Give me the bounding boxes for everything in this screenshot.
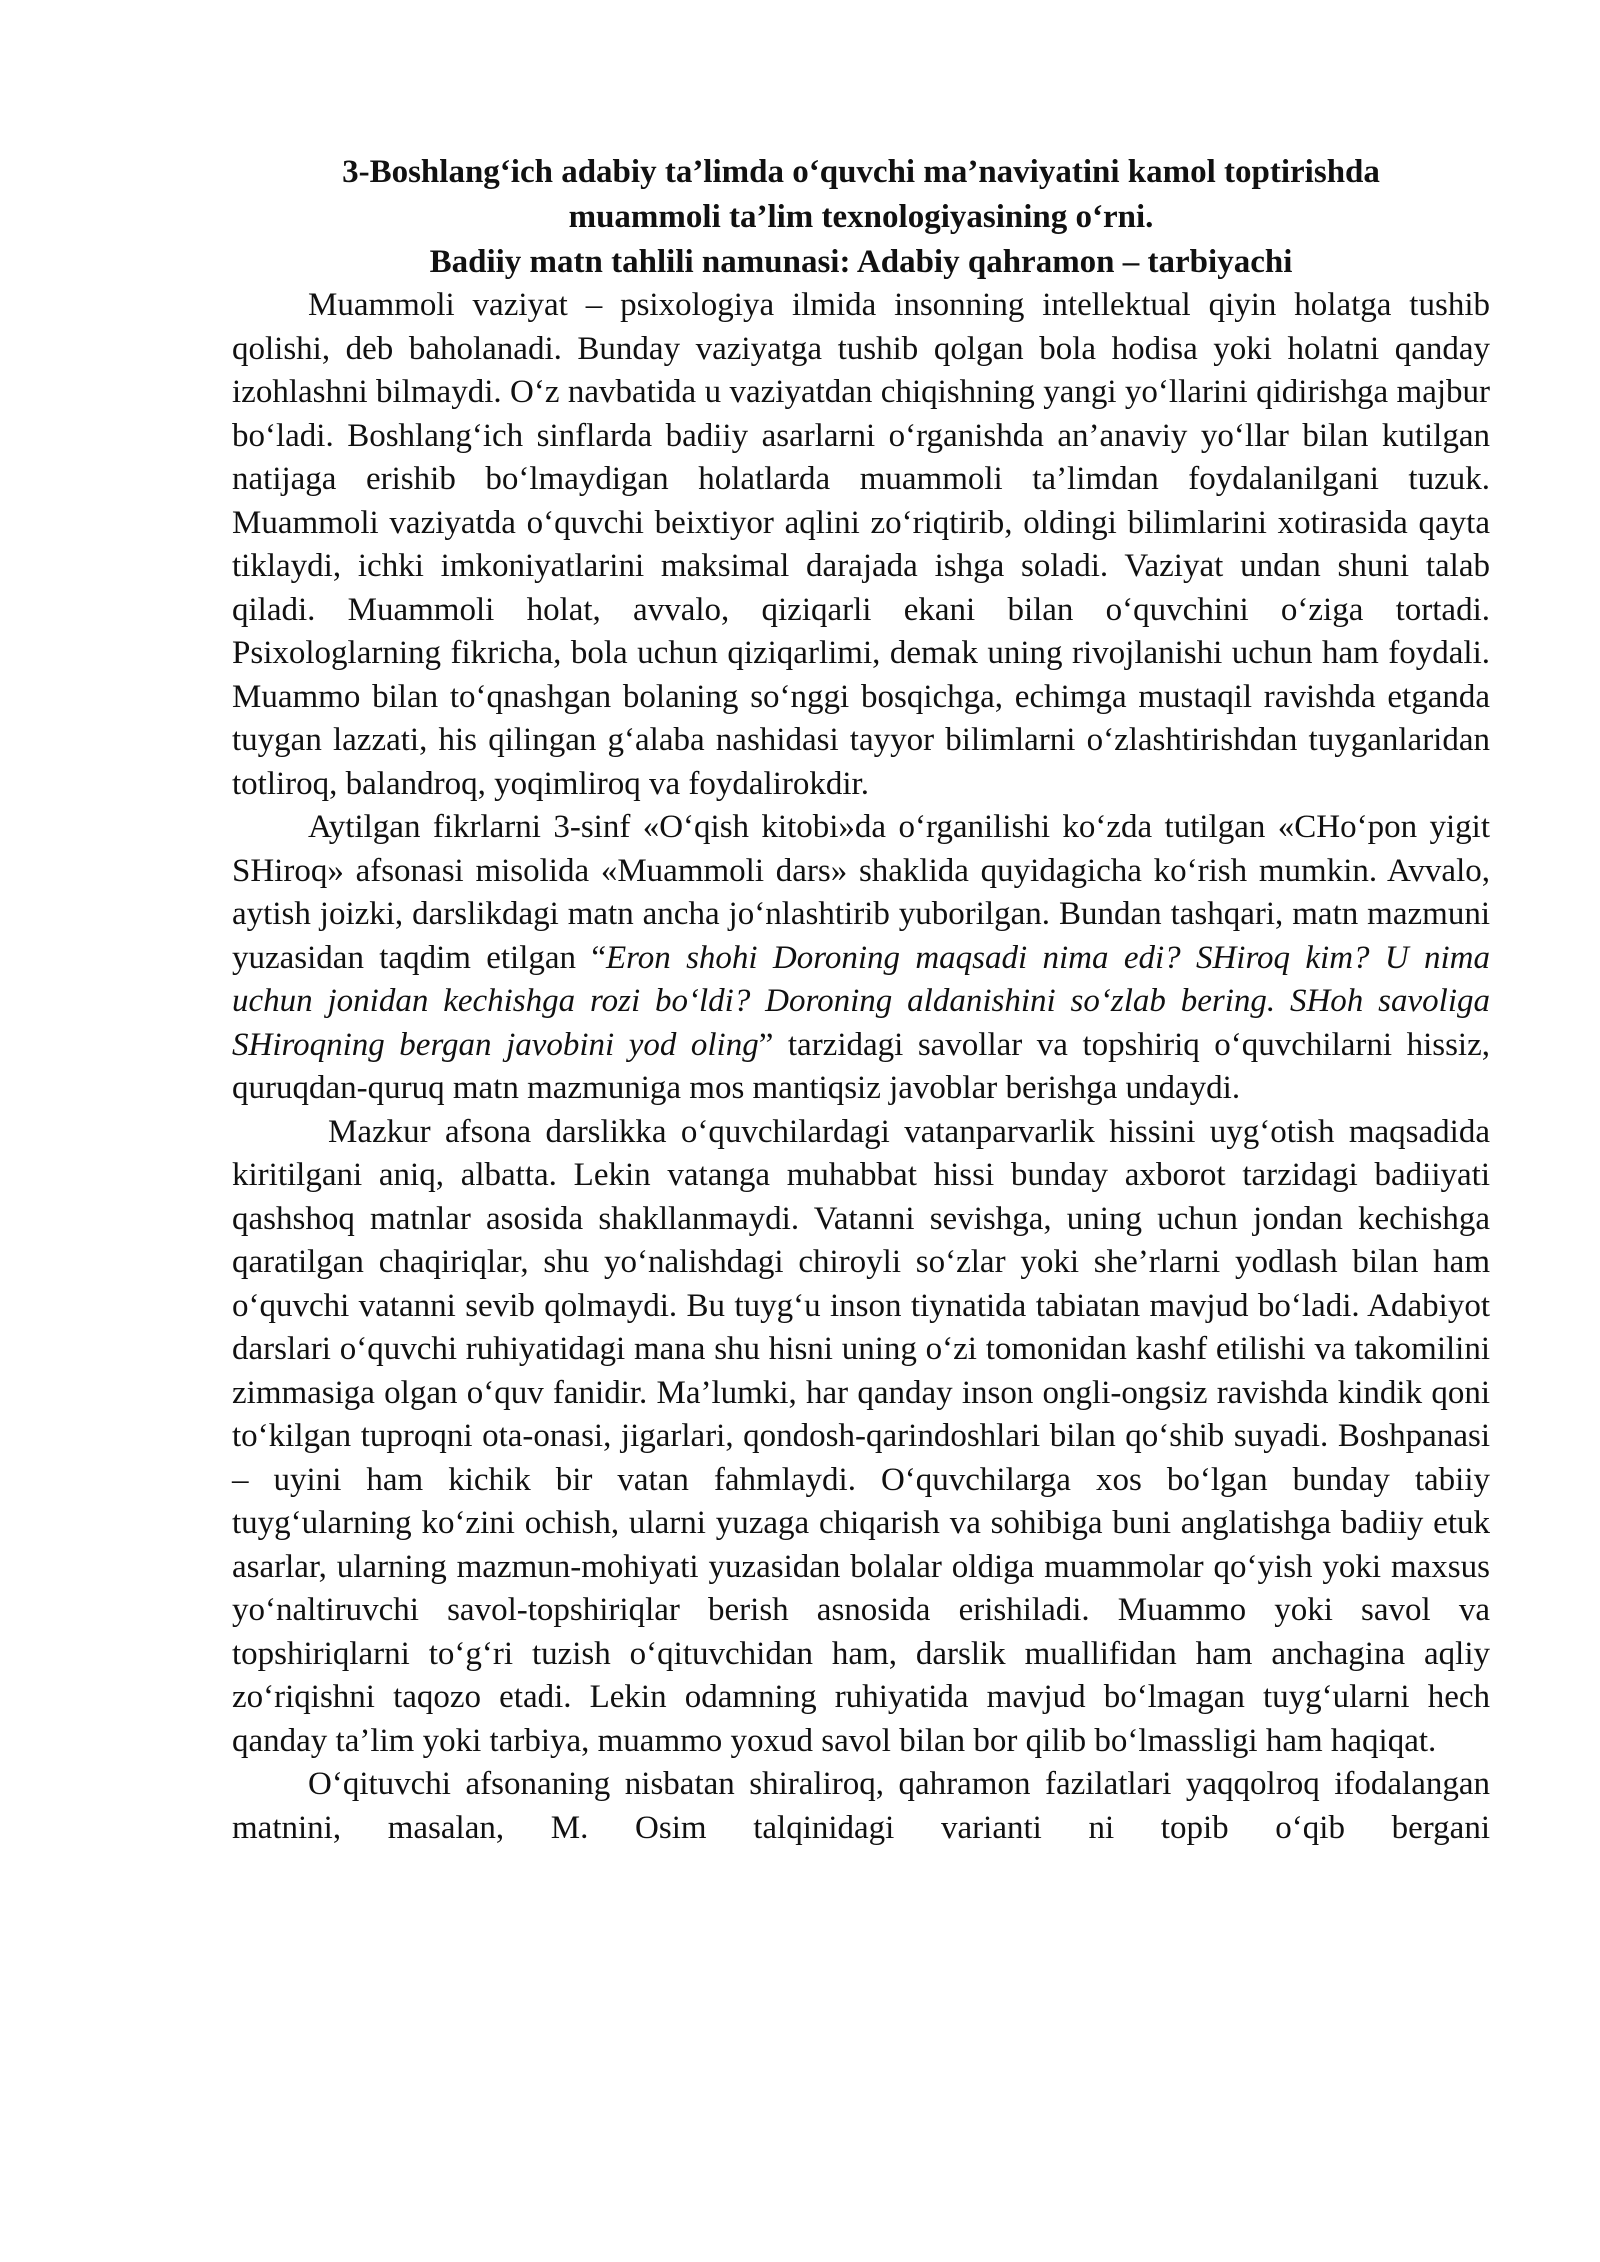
document-title: [232, 150, 1490, 240]
title-line-2: muammoli ta’lim texnologiyasining o‘rni.: [568, 199, 1154, 235]
paragraph-1: Muammoli vaziyat – psixologiya ilmida insonning intellektual qiyin holatga tushib qolishi, deb baholanadi. Bunday vaziyatga tushib qolgan bola hodisa yoki holatni qanday izohlashni bilmaydi. O‘z navbatida u vaziyatdan chiqishning yangi yo‘llarini qidirishga majbur bo‘ladi. Boshlang‘ich sinflarda badiiy asarlarni o‘rganishda an’anaviy yo‘llar bilan kutilgan natijaga erishib bo‘lmaydigan holatlarda muammoli ta’limdan foydalanilgani tuzuk. Muammoli vaziyatda o‘quvchi beixtiyor aqlini zo‘riqtirib, oldingi bilimlarini xotirasida qayta tiklaydi, ichki imkoniyatlarini maksimal darajada ishga soladi. Vaziyat undan shuni talab qiladi. Muammoli holat, avvalo, qiziqarli ekani bilan o‘quvchini o‘ziga tortadi. Psixologlarning fikricha, bola uchun qiziqarlimi, demak uning rivojlanishi uchun ham foydali. Muammo bilan to‘qnashgan bolaning so‘nggi bosqichga, echimga mustaqil ravishda etganda tuygan lazzati, his qilingan g‘alaba nashidasi tayyor bilimlarni o‘zlashtirishdan tuyganlaridan totliroq, balandroq, yoqimliroq va foydalirokdir.: [232, 287, 1490, 802]
title-line-1: 3-Boshlang‘ich adabiy ta’limda o‘quvchi ma’naviyatini kamol toptirishda: [342, 154, 1380, 190]
paragraph-2: [232, 806, 1490, 1111]
paragraph-4: O‘qituvchi afsonaning nisbatan shiraliroq, qahramon fazilatlari yaqqolroq ifodalangan matnini, masalan, M. Osim talqinidagi varianti ni topib o‘qib bergani: [232, 1766, 1490, 1846]
document-page: [232, 150, 1490, 1850]
paragraph-3: Mazkur afsona darslikka o‘quvchilardagi vatanparvarlik hissini uyg‘otish maqsadida kiritilgani aniq, albatta. Lekin vatanga muhabbat hissi bunday axborot tarzidagi badiiyati qashshoq matnlar asosida shakllanmaydi. Vatanni sevishga, uning uchun jondan kechishga qaratilgan chaqiriqlar, shu yo‘nalishdagi chiroyli so‘zlar yoki she’rlarni yodlash bilan ham o‘quvchi vatanni sevib qolmaydi. Bu tuyg‘u inson tiynatida tabiatan mavjud bo‘ladi. Adabiyot darslari o‘quvchi ruhiyatidagi mana shu hisni uning o‘zi tomonidan kashf etilishi va takomilini zimmasiga olgan o‘quv fanidir. Ma’lumki, har qanday inson ongli-ongsiz ravishda kindik qoni to‘kilgan tuproqni ota-onasi, jigarlari, qondosh-qarindoshlari bilan qo‘shib suyadi. Boshpanasi – uyini ham kichik bir vatan fahmlaydi. O‘quvchilarga xos bo‘lgan bunday tabiiy tuyg‘ularning ko‘zini ochish, ularni yuzaga chiqarish va sohibiga buni anglatishga badiiy etuk asarlar, ularning mazmun-mohiyati yuzasidan bolalar oldiga muammolar qo‘yish yoki maxsus yo‘naltiruvchi savol-topshiriqlar berish asnosida erishiladi. Muammo yoki savol va topshiriqlarni to‘g‘ri tuzish o‘qituvchidan ham, darslik muallifidan ham anchagina aqliy zo‘riqishni taqozo etadi. Lekin odamning ruhiyatida mavjud bo‘lmagan tuyg‘ularni hech qanday ta’lim yoki tarbiya, muammo yoxud savol bilan bor qilib bo‘lmassligi ham haqiqat.: [232, 1113, 1490, 1759]
document-subtitle: Badiiy matn tahlili namunasi: Adabiy qahramon – tarbiyachi: [429, 244, 1293, 280]
paragraph-2-end: ” tarzidagi savollar va topshiriq o‘quvchilarni hissiz, quruqdan-quruq matn mazmuniga mos mantiqsiz javoblar berishga undaydi.: [232, 1026, 1490, 1106]
paragraph-2-start: Aytilgan fikrlarni 3-sinf «O‘qish kitobi»da o‘rganilishi ko‘zda tutilgan «CHo‘pon yigit SHiroq» afsonasi misolida «Muammoli dars» shaklida quyidagicha ko‘rish mumkin. Avvalo, aytish joizki, darslikdagi matn ancha jo‘nlashtirib yuborilgan. Bundan tashqari, matn mazmuni yuzasidan taqdim etilgan “: [232, 809, 1490, 976]
paragraph-2-italic-questions: Eron shohi Doroning maqsadi nima edi? SHiroq kim? U nima uchun jonidan kechishga rozi bo‘ldi? Doroning aldanishini so‘zlab bering. SHoh savoliga SHiroqning bergan javobini yod oling: [232, 939, 1490, 1063]
